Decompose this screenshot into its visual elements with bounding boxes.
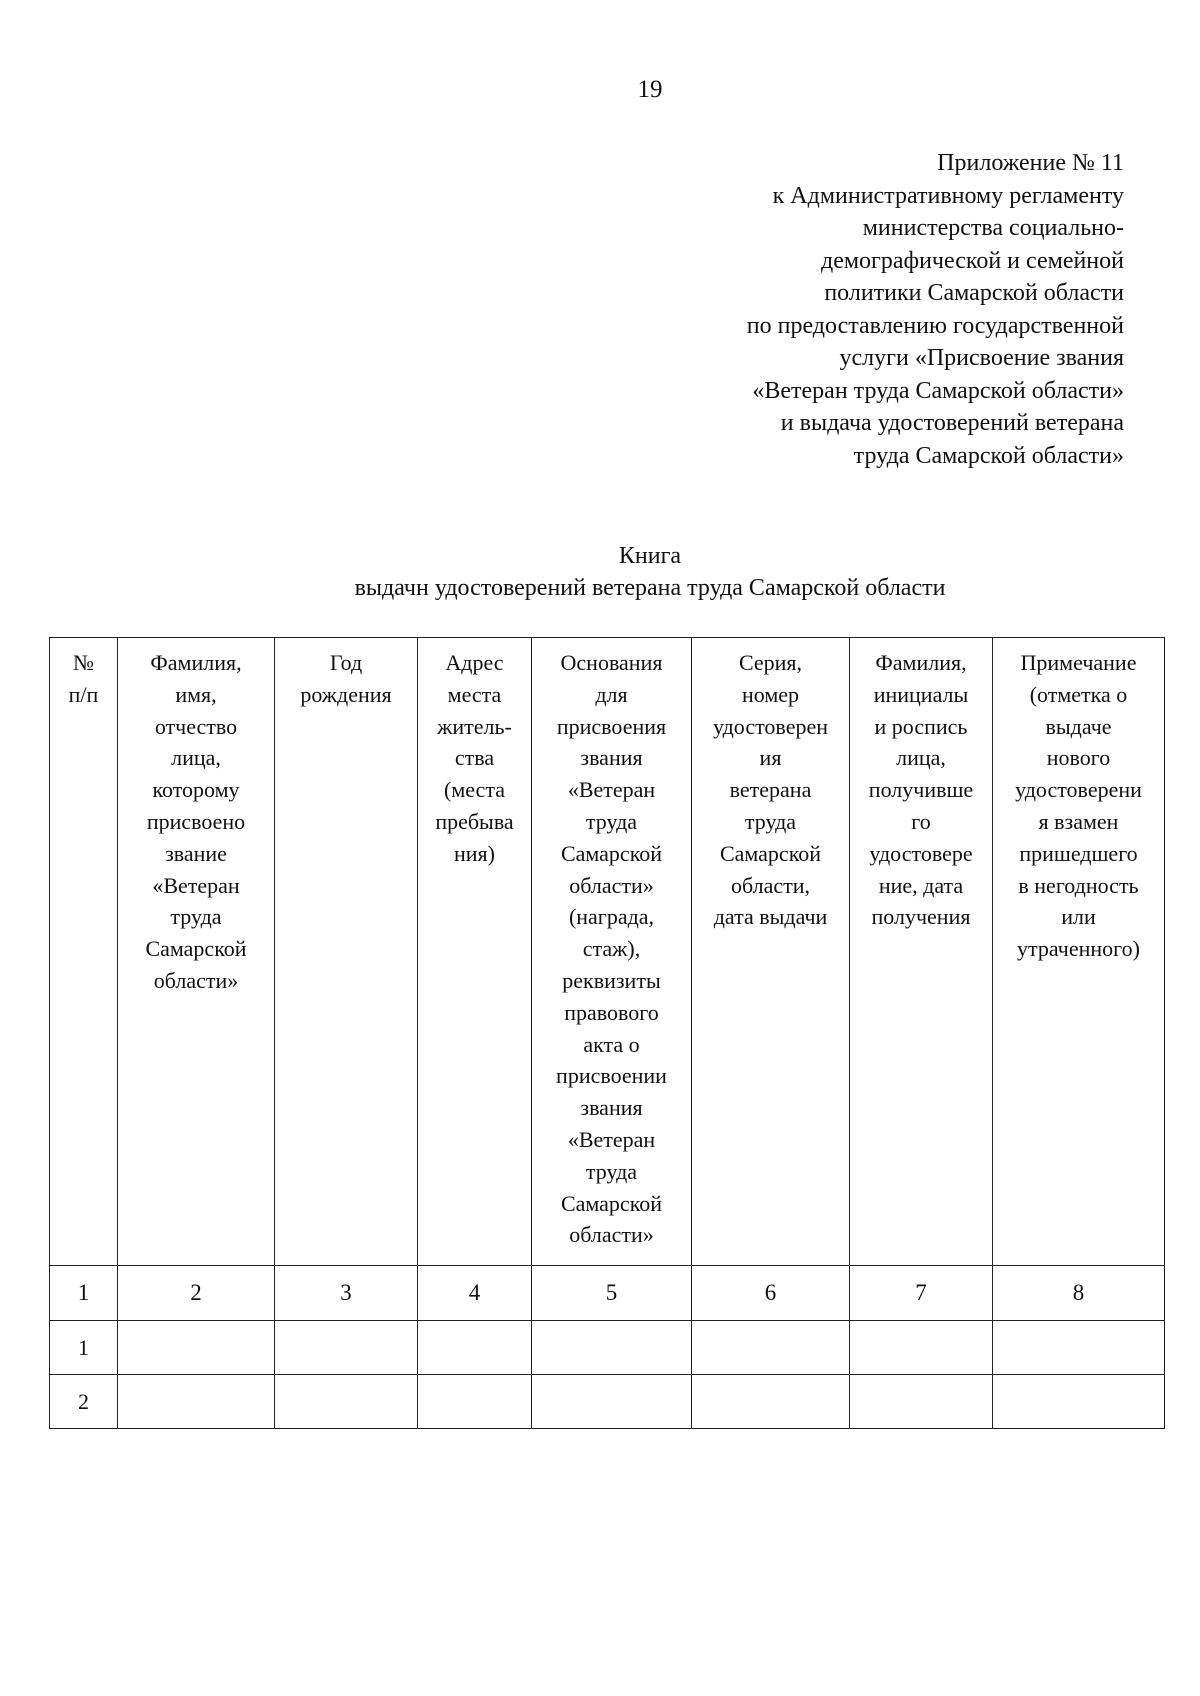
- column-number-row: [50, 1266, 1165, 1321]
- appendix-line: и выдача удостоверений ветерана: [780, 410, 1124, 436]
- column-header: [418, 638, 532, 1266]
- table-row: [50, 1321, 1165, 1375]
- column-header-line: лица,: [171, 745, 221, 771]
- document-title: [0, 540, 1200, 604]
- table-cell: 2: [50, 1375, 118, 1429]
- column-header-line: житель-: [437, 713, 512, 739]
- column-header-line: ства: [454, 745, 495, 771]
- table-cell: [118, 1375, 275, 1429]
- column-header-line: «Ветеран: [567, 777, 656, 803]
- table-cell: [275, 1375, 418, 1429]
- column-header-line: (награда,: [568, 904, 655, 930]
- title-line-1: Книга: [618, 543, 682, 569]
- appendix-line: услуги «Присвоение звания: [839, 345, 1124, 371]
- column-header-line: присвоении: [556, 1063, 667, 1089]
- column-header-line: Фамилия,: [875, 650, 967, 675]
- column-header-line: Самарской: [719, 840, 822, 866]
- column-header-line: области»: [569, 1222, 654, 1248]
- column-header: [275, 638, 418, 1266]
- column-header-line: и роспись: [874, 713, 968, 739]
- column-header-line: я взамен: [1038, 808, 1119, 834]
- table-cell: [692, 1321, 850, 1375]
- column-header-line: Примечание: [1020, 650, 1137, 675]
- column-header-line: ия: [759, 745, 782, 771]
- column-header: [850, 638, 993, 1266]
- table-cell: [850, 1321, 993, 1375]
- column-header-line: нового: [1046, 745, 1111, 771]
- column-header-line: труда: [585, 1158, 638, 1184]
- column-header-line: Самарской: [560, 840, 663, 866]
- column-header-line: «Ветеран: [567, 1126, 656, 1152]
- appendix-line: «Ветеран труда Самарской области»: [752, 377, 1124, 404]
- column-header-line: труда: [585, 808, 638, 834]
- table-cell: [418, 1321, 532, 1375]
- table-cell: [993, 1321, 1165, 1375]
- table-cell: [993, 1375, 1165, 1429]
- column-header-line: стаж),: [582, 936, 641, 962]
- appendix-line: по предоставлению государственной: [746, 312, 1124, 339]
- column-header-line: звание: [165, 840, 227, 866]
- column-header-line: ветерана: [729, 777, 812, 803]
- column-header-line: го: [911, 808, 931, 834]
- column-header-line: Фамилия,: [150, 650, 242, 675]
- column-header-line: №: [73, 650, 94, 675]
- column-header-line: п/п: [68, 681, 99, 707]
- column-header-line: присвоено: [146, 808, 246, 834]
- column-header-line: акта о: [583, 1031, 640, 1057]
- column-header-line: места: [447, 681, 502, 707]
- column-header-line: рождения: [300, 681, 392, 707]
- column-header: [50, 638, 118, 1266]
- column-header-line: инициалы: [873, 681, 969, 707]
- column-header-line: Серия,: [738, 650, 803, 675]
- column-header-line: Основания: [560, 650, 663, 675]
- column-header-line: реквизиты: [562, 967, 661, 993]
- column-header-line: (отметка о: [1029, 681, 1128, 707]
- table-cell: [532, 1375, 692, 1429]
- column-header-line: (места: [444, 777, 505, 803]
- table-cell: [692, 1375, 850, 1429]
- table-cell: [532, 1321, 692, 1375]
- column-number: 6: [692, 1266, 850, 1321]
- column-header-line: получения: [871, 904, 971, 930]
- column-header-line: звания: [580, 745, 643, 771]
- header-row: [50, 638, 1165, 1266]
- table-cell: [275, 1321, 418, 1375]
- column-header-line: получивше: [868, 777, 974, 803]
- column-header-line: имя,: [175, 681, 217, 707]
- column-header-line: области»: [569, 872, 654, 898]
- column-header-line: удостоверен: [712, 713, 828, 739]
- column-header-line: номер: [741, 681, 800, 707]
- column-header-line: труда: [744, 808, 797, 834]
- column-header-line: Самарской: [560, 1190, 663, 1216]
- column-number: 3: [275, 1266, 418, 1321]
- column-header-line: ние, дата: [878, 872, 964, 898]
- column-header-line: отчество: [154, 713, 238, 739]
- column-header-line: Самарской: [145, 936, 247, 962]
- table-cell: 1: [50, 1321, 118, 1375]
- column-number: 5: [532, 1266, 692, 1321]
- column-header-line: Адрес: [445, 650, 504, 675]
- column-header-line: пришедшего: [1019, 840, 1138, 866]
- column-header: [118, 638, 275, 1266]
- column-header-line: пребыва: [435, 808, 514, 834]
- column-header-line: правового: [564, 999, 659, 1025]
- appendix-line: министерства социально-: [862, 215, 1124, 241]
- table-row: [50, 1375, 1165, 1429]
- column-header-line: присвоения: [556, 713, 667, 739]
- column-header-line: лица,: [896, 745, 946, 771]
- column-number: 7: [850, 1266, 993, 1321]
- column-header-line: области,: [730, 872, 811, 898]
- column-header: [532, 638, 692, 1266]
- column-header-line: удостовере: [869, 840, 973, 866]
- appendix-line: демографической и семейной: [820, 247, 1124, 274]
- table-cell: [118, 1321, 275, 1375]
- column-number: 2: [118, 1266, 275, 1321]
- column-header-line: для: [595, 681, 628, 707]
- register-table-wrapper: [49, 637, 1165, 1429]
- column-number: 1: [50, 1266, 118, 1321]
- column-header-line: утраченного): [1017, 936, 1140, 962]
- column-header-line: удостоверени: [1015, 777, 1142, 803]
- register-table: [49, 637, 1165, 1429]
- column-header: [692, 638, 850, 1266]
- column-header-line: или: [1061, 904, 1096, 930]
- column-header-line: области»: [153, 967, 239, 993]
- column-header-line: труда: [170, 904, 222, 930]
- column-header-line: ния): [454, 840, 495, 866]
- appendix-line: труда Самарской области»: [853, 442, 1124, 469]
- appendix-line: политики Самарской области: [824, 280, 1124, 306]
- appendix-line: к Административному регламенту: [772, 182, 1124, 209]
- column-number: 8: [993, 1266, 1165, 1321]
- title-line-2: выдачн удостоверений ветерана труда Самарской области: [354, 575, 946, 601]
- column-number: 4: [418, 1266, 532, 1321]
- column-header-line: выдаче: [1045, 713, 1112, 739]
- table-cell: [418, 1375, 532, 1429]
- page-number: 19: [637, 76, 663, 103]
- column-header-line: которому: [152, 777, 240, 803]
- column-header-line: дата выдачи: [713, 904, 828, 930]
- appendix-block: [604, 147, 1124, 472]
- column-header: [993, 638, 1165, 1266]
- column-header-line: в негодность: [1018, 872, 1139, 898]
- table-cell: [850, 1375, 993, 1429]
- appendix-line: Приложение № 11: [937, 150, 1124, 176]
- column-header-line: звания: [580, 1095, 643, 1121]
- column-header-line: «Ветеран: [152, 872, 240, 898]
- column-header-line: Год: [329, 650, 363, 675]
